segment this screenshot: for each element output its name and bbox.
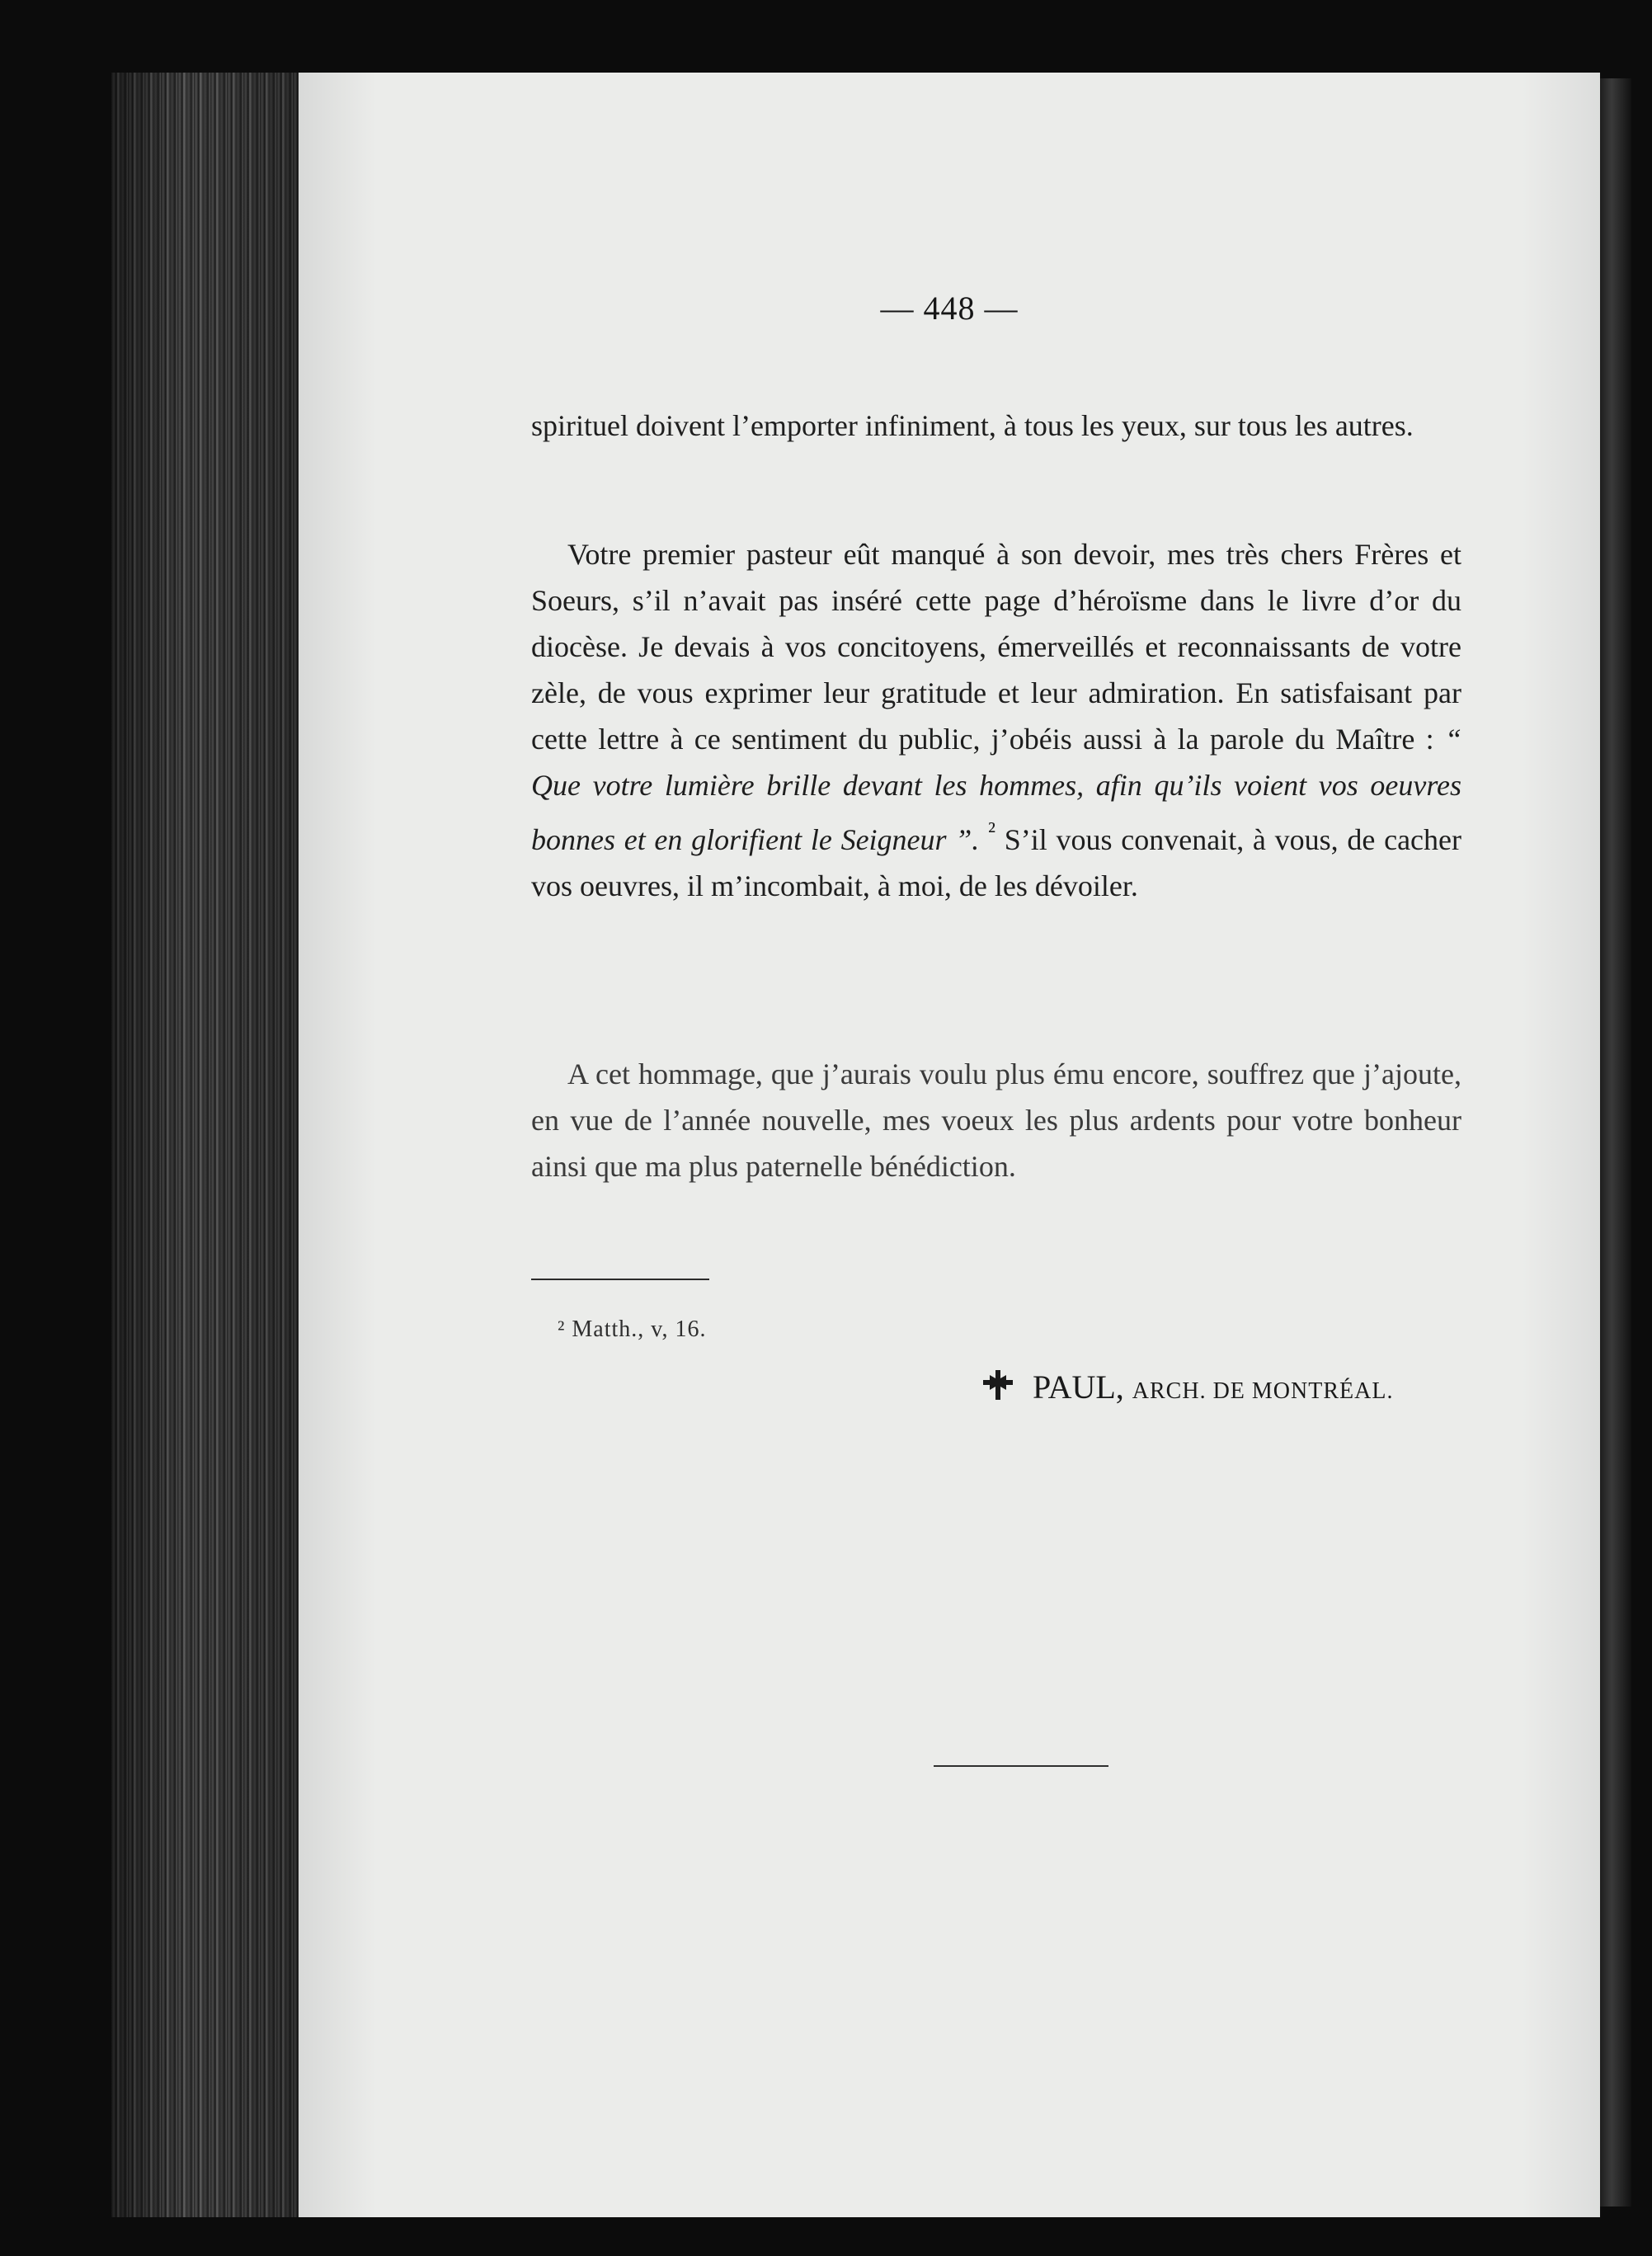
paragraph-continuation	[531, 403, 1461, 449]
signature-title: ARCH. DE MONTRÉAL.	[1132, 1378, 1394, 1404]
paragraph-main	[531, 531, 1461, 909]
paragraph-text: spirituel doivent l’emporter infiniment, à tous les yeux, sur tous les autres.	[531, 409, 1414, 442]
paragraph-text	[531, 531, 1461, 909]
paragraph-text: A cet hommage, que j’aurais voulu plus ému encore, souffrez que j’ajoute, en vue de l’année nouvelle, mes voeux les plus ardents pour votre bonheur ainsi que ma plus paternelle bénédiction.	[531, 1057, 1461, 1183]
footnote: ² Matth., v, 16.	[558, 1316, 707, 1342]
end-divider	[934, 1765, 1108, 1767]
signature-name: PAUL,	[1033, 1368, 1124, 1406]
book-binding-shadow	[111, 73, 301, 2217]
document-page	[299, 73, 1600, 2217]
footnote-divider	[531, 1279, 709, 1280]
paragraph-body: Votre premier pasteur eût manqué à son devoir, mes très chers Frères et Soeurs, s’il n’avait pas inséré cette page d’héroïsme dans le livre d’or du diocèse. Je devais à vos concitoyens, émerveillés et reconnaissants de votre zèle, de vous exprimer leur gratitude et leur admiration. En satisfaisant par cette lettre à ce sentiment du public, j’obéis aussi à la parole du Maître :	[531, 538, 1461, 756]
cross-icon	[981, 1368, 1014, 1401]
paragraph-closing	[531, 1051, 1461, 1189]
page-number: — 448 —	[880, 290, 1019, 327]
scripture-quote: “ Que votre lumière brille devant les hommes, afin qu’ils voient vos oeuvres bonnes et en glorifient le Seigneur ”.	[531, 723, 1461, 856]
footnote-reference: ²	[988, 817, 996, 845]
paragraph-tail: S’il vous convenait, à vous, de cacher vos oeuvres, il m’incombait, à moi, de les dévoiler.	[531, 823, 1461, 902]
signature	[981, 1368, 1393, 1406]
page-right-edge	[1598, 78, 1631, 2207]
